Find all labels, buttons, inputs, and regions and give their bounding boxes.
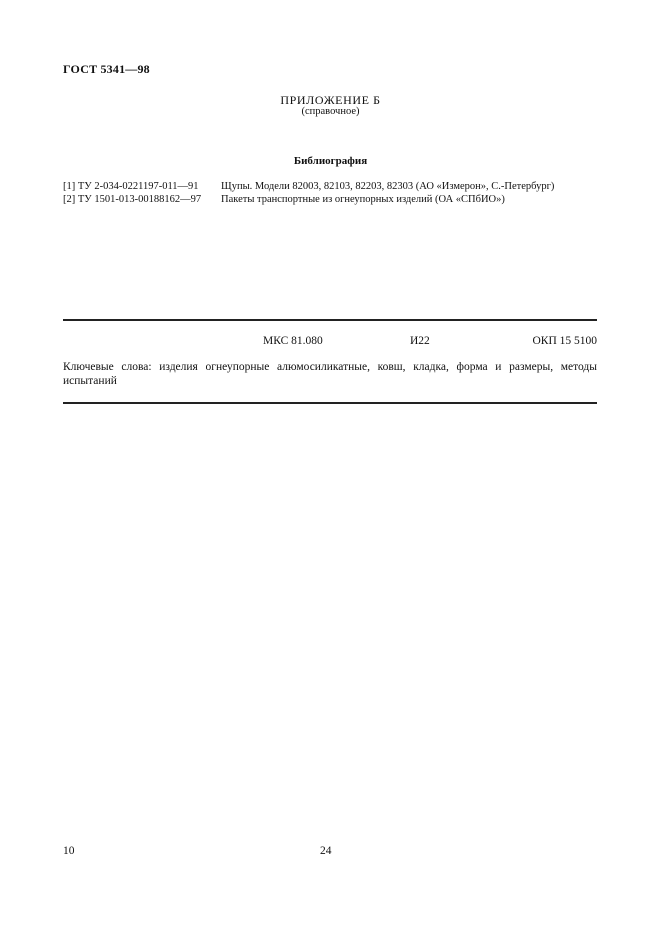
mks-code: МКС 81.080 xyxy=(263,335,323,347)
bibliography-desc: Пакеты транспортные из огнеупорных изделий (ОА «СПбИО») xyxy=(221,194,505,205)
page-number-center: 24 xyxy=(320,845,332,857)
divider-bottom xyxy=(63,402,597,404)
bibliography-heading: Библиография xyxy=(293,155,368,167)
index-code: И22 xyxy=(410,335,430,347)
divider-top xyxy=(63,319,597,321)
okp-code: ОКП 15 5100 xyxy=(532,335,597,347)
appendix-subtitle: (справочное) xyxy=(301,106,360,117)
bibliography-ref: [1] ТУ 2-034-0221197-011—91 xyxy=(63,181,199,192)
keywords-text: Ключевые слова: изделия огнеупорные алюмосиликатные, ковш, кладка, форма и размеры, методы испытаний xyxy=(63,361,597,387)
appendix-title: ПРИЛОЖЕНИЕ Б xyxy=(280,93,381,107)
bibliography-list xyxy=(63,180,603,206)
bibliography-item xyxy=(63,180,603,193)
page-number-left: 10 xyxy=(63,845,75,857)
bibliography-desc: Щупы. Модели 82003, 82103, 82203, 82303 (АО «Измерон», С.-Петербург) xyxy=(221,181,555,192)
bibliography-item xyxy=(63,193,603,206)
document-code: ГОСТ 5341—98 xyxy=(63,62,150,76)
bibliography-ref: [2] ТУ 1501-013-00188162—97 xyxy=(63,194,202,205)
